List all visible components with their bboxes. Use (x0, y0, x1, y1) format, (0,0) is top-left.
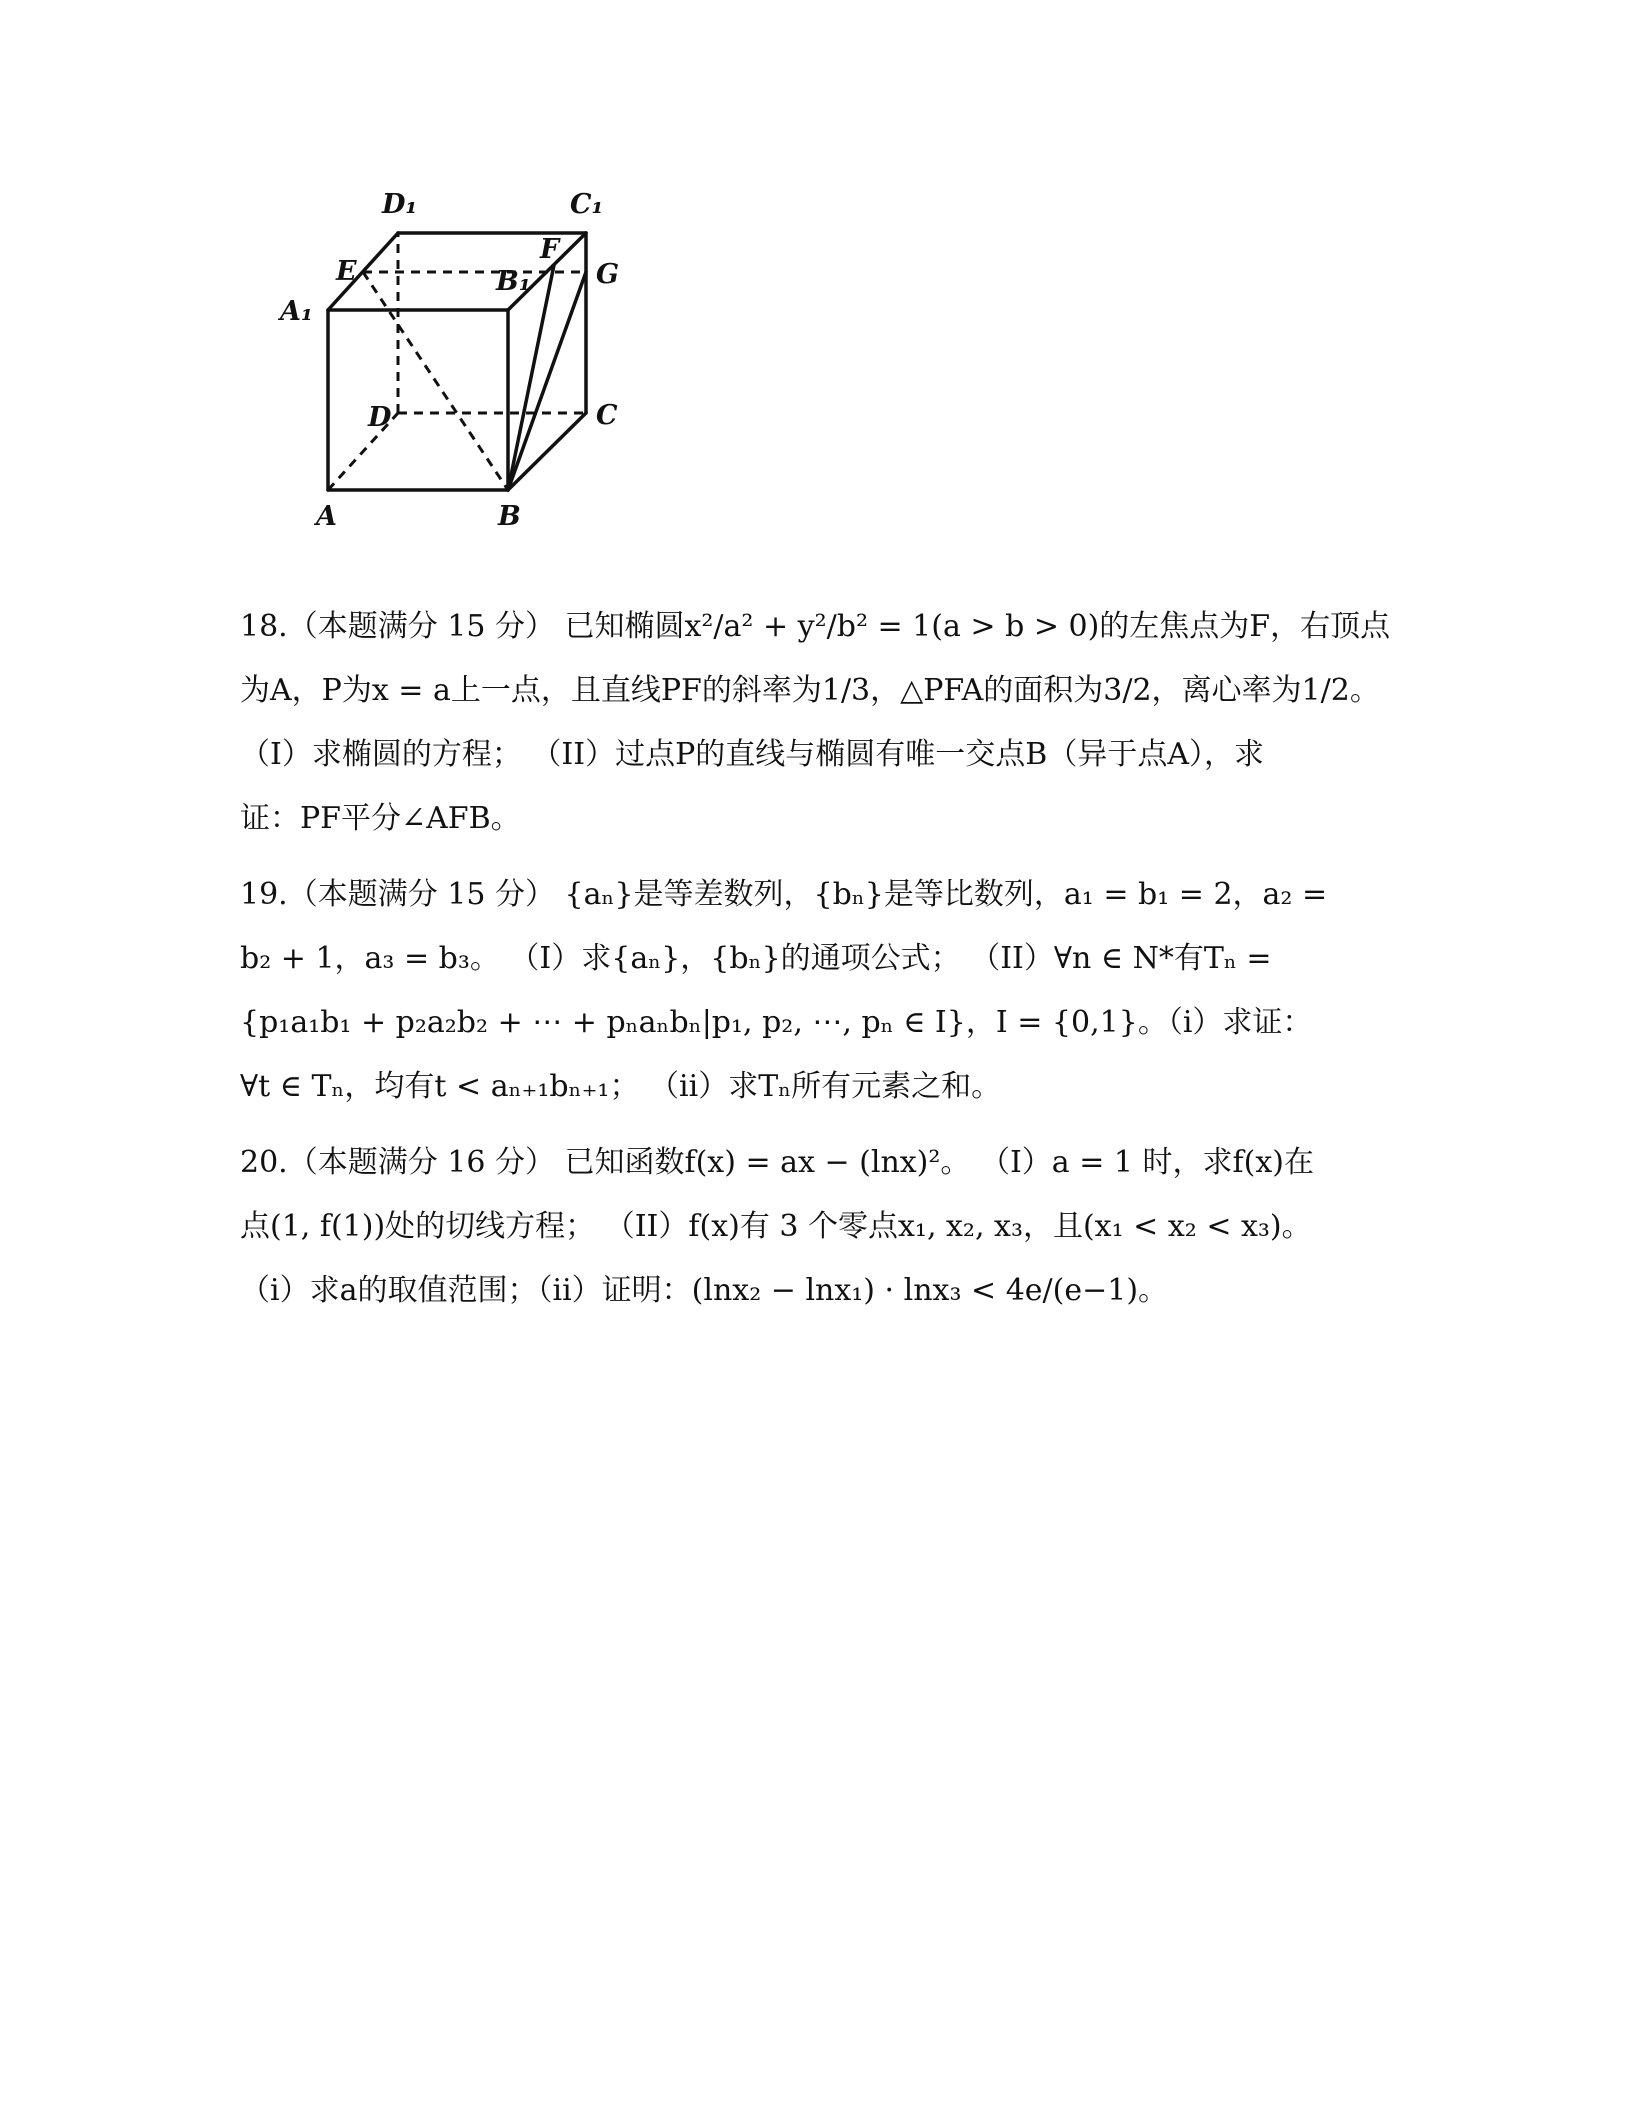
problem-text-line: ∀t ∈ Tₙ，均有t < aₙ₊₁bₙ₊₁； （ii）求Tₙ所有元素之和。 (240, 1069, 1002, 1104)
label-B: B (498, 501, 521, 532)
cube-diagram (270, 180, 670, 550)
problem-text-line: b₂ + 1，a₃ = b₃。 （I）求{aₙ}，{bₙ}的通项公式； （II）∀n ∈ N*有Tₙ = (240, 941, 1272, 976)
problem-text-line: 证：PF平分∠AFB。 (240, 801, 521, 836)
problem-list (240, 595, 1400, 1335)
problem-text-line: 19.（本题满分 15 分） {aₙ}是等差数列，{bₙ}是等比数列，a₁ = b₁ = 2，a₂ = (240, 877, 1328, 912)
problem-text-line: 为A，P为x = a上一点，且直线PF的斜率为1/3，△PFA的面积为3/2，离心率为1/2。 (240, 673, 1380, 708)
problem-text-line: {p₁a₁b₁ + p₂a₂b₂ + ⋯ + pₙaₙbₙ|p₁, p₂, ⋯, pₙ ∈ I}，I = {0,1}。（i）求证： (240, 1005, 1313, 1040)
problem-text-line: 点(1, f(1))处的切线方程； （II）f(x)有 3 个零点x₁, x₂, x₃，且(x₁ < x₂ < x₃)。 (240, 1209, 1312, 1244)
label-B1: B₁ (496, 266, 531, 297)
cube-figure (270, 180, 670, 550)
label-G: G (596, 259, 620, 290)
problem-20 (240, 1131, 1400, 1323)
hidden-segment-E-B (363, 272, 508, 490)
problem-text-line: 20.（本题满分 16 分） 已知函数f(x) = ax − (lnx)²。 （I）a = 1 时，求f(x)在 (240, 1145, 1314, 1180)
label-D1: D₁ (382, 189, 418, 220)
label-D: D (368, 402, 392, 433)
label-E: E (336, 256, 357, 287)
problem-18 (240, 595, 1400, 851)
problem-text-line: （i）求a的取值范围；（ii）证明：(lnx₂ − lnx₁) · lnx₃ < 4e/(e−1)。 (240, 1273, 1169, 1308)
label-A: A (316, 501, 337, 532)
problem-text-line: 18.（本题满分 15 分） 已知椭圆x²/a² + y²/b² = 1(a > b > 0)的左焦点为F，右顶点 (240, 609, 1391, 644)
problem-19 (240, 863, 1400, 1119)
label-C1: C₁ (570, 189, 604, 220)
label-F: F (540, 234, 560, 265)
problem-text-line: （I）求椭圆的方程； （II）过点P的直线与椭圆有唯一交点B（异于点A），求 (240, 737, 1264, 772)
label-C: C (596, 400, 618, 431)
label-A1: A₁ (280, 296, 313, 327)
